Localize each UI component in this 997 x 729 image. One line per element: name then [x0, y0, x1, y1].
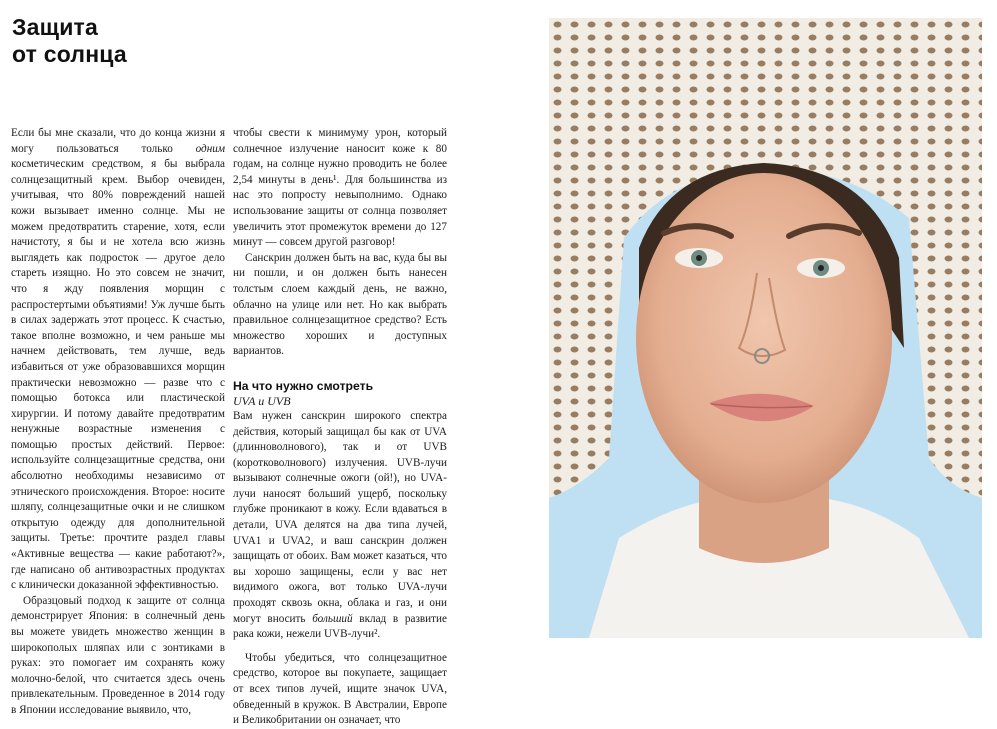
emphasis-text: больший: [312, 612, 353, 625]
title-line-2: от солнца: [12, 41, 127, 67]
section-subsubheading: UVA и UVB: [233, 393, 291, 408]
paragraph-text: косметическим средством, я бы выбрала солнцезащитный крем. Выбор очевиден, учитывая, что 80% повреждений нашей кожи вызывает именно солнце. Мы не можем предотвратить старение, хотя, если начистоту, я бы и не хотела всю жизнь выглядеть как подросток — другое дело стареть изящно. Но это совсем не значит, что я жду появления морщин с распростертыми объятиями! Уж лучше быть в силах задержать этот процесс. К счастью, такое вполне возможно, и чем раньше мы начнем действовать, тем лучше, ведь избавиться от уже образовавшихся морщин практически невозможно — разве что с помощью ботокса или пластической хирургии. И потому давайте предотвратим ненужные возрастные изменения с помощью простых действий. Первое: используйте солнцезащитные средства, они абсолютно необходимы независимо от этнического происхождения. Второе: носите шляпу, солнцезащитные очки и не слишком открытую одежду для дополнительной защиты. Третье: прочтите раздел главы «Активные вещества — какие работают?», где написано об антивозрастных продуктах с клинически доказанной эффективностью.: [11, 158, 225, 592]
paragraph: Санскрин должен быть на вас, куда бы вы ни пошли, и он должен быть нанесен толстым слоем каждый день, не важно, облачно на улице или нет. Но как выбрать правильное солнцезащитное средство? Есть множество хороших и доступных вариантов.: [233, 251, 447, 358]
paragraph: [11, 126, 225, 594]
paragraph-text: Если бы мне сказали, что до конца жизни я могу пользоваться только: [11, 127, 225, 155]
section-subheading: На что нужно смотреть: [233, 378, 374, 393]
paragraph-text: Вам нужен санскрин широкого спектра действия, который защищал бы как от UVA (длинноволнового), так и от UVB (коротковолнового) излучения. UVB-лучи вызывают солнечные ожоги (ой!), но UVA-лучи наносят больший ущерб, поскольку глубже проникают в кожу. Если вдаваться в детали, UVA делятся на два типа лучей, UVA1 и UVA2, и ваш санскрин должен защищать от обоих. Вам может казаться, что вы хорошо защищены, если у вас нет видимого ожога, вот только UVA-лучи проходят сквозь окна, облака и газ, и они могут вносить: [233, 409, 447, 625]
face-shape: [636, 173, 892, 503]
paragraph: Образцовый подход к защите от солнца демонстрирует Япония: в солнечный день вы можете увидеть множество женщин в широкополых шляпах или с зонтиками в руках: это помогает им сохранять кожу молочно-белой, что считается здесь очень привлекательным. Проведенное в 2014 году в Японии исследование выявило, что,: [11, 594, 225, 716]
title-line-1: Защита: [12, 14, 99, 40]
emphasis-text: одним: [195, 142, 225, 155]
page-title: [12, 14, 232, 68]
portrait-photo: [549, 18, 982, 638]
paragraph: Чтобы убедиться, что солнцезащитное средство, которое вы покупаете, защищает от всех типов лучей, ищите значок UVA, обведенный в кружок. В Австралии, Европе и Великобритании он означает, что: [233, 651, 447, 727]
paragraph: [233, 409, 447, 643]
text-column-right: [233, 126, 447, 729]
paragraph-text: вклад в развитие рака кожи, нежели UVB-лучи².: [233, 612, 447, 641]
paragraph: чтобы свести к минимуму урон, который солнечное излучение наносит коже к 80 годам, на солнце нужно проводить не более 2,54 минуты в день¹. Для большинства из нас это попросту невыполнимо. Однако использование защиты от солнца позволяет увеличить этот промежуток времени до 127 минут — совсем другой разговор!: [233, 127, 447, 249]
text-column-left: [11, 126, 225, 719]
